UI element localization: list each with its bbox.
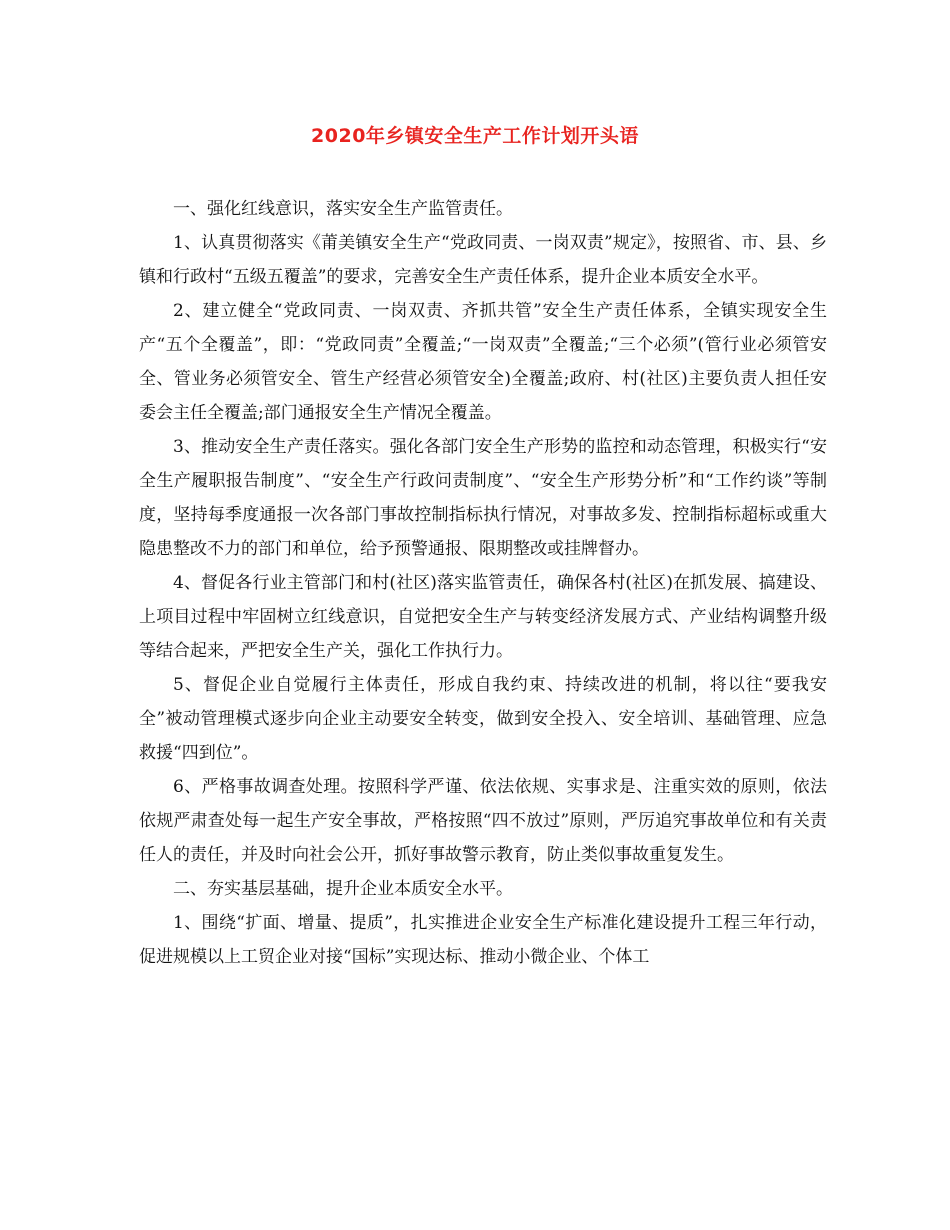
paragraph-item: 5、督促企业自觉履行主体责任，形成自我约束、持续改进的机制，将以往“要我安全”被动管理模式逐步向企业主动要安全转变，做到安全投入、安全培训、基础管理、应急救援“四到位”。 xyxy=(139,675,827,763)
paragraph-item: 1、围绕“扩面、增量、提质”，扎实推进企业安全生产标准化建设提升工程三年行动，促进规模以上工贸企业对接“国标”实现达标、推动小微企业、个体工 xyxy=(139,913,827,967)
paragraph-section-2-heading: 二、夯实基层基础，提升企业本质安全水平。 xyxy=(173,879,513,899)
document-body xyxy=(139,192,827,974)
paragraph-item: 6、严格事故调查处理。按照科学严谨、依法依规、实事求是、注重实效的原则，依法依规严肃查处每一起生产安全事故，严格按照“四不放过”原则，严厉追究事故单位和有关责任人的责任，并及时向社会公开，抓好事故警示教育，防止类似事故重复发生。 xyxy=(139,777,827,865)
document-title: 2020年乡镇安全生产工作计划开头语 xyxy=(311,125,639,147)
paragraph-item: 1、认真贯彻落实《莆美镇安全生产“党政同责、一岗双责”规定》，按照省、市、县、乡镇和行政村“五级五覆盖”的要求，完善安全生产责任体系，提升企业本质安全水平。 xyxy=(139,233,827,287)
paragraph-section-1-heading: 一、强化红线意识，落实安全生产监管责任。 xyxy=(173,199,513,219)
paragraph-item: 3、推动安全生产责任落实。强化各部门安全生产形势的监控和动态管理，积极实行“安全生产履职报告制度”、“安全生产行政问责制度”、“安全生产形势分析”和“工作约谈”等制度，坚持每季度通报一次各部门事故控制指标执行情况，对事故多发、控制指标超标或重大隐患整改不力的部门和单位，给予预警通报、限期整改或挂牌督办。 xyxy=(139,437,827,559)
paragraph-item: 2、建立健全“党政同责、一岗双责、齐抓共管”安全生产责任体系，全镇实现安全生产“五个全覆盖”，即：“党政同责”全覆盖;“一岗双责”全覆盖;“三个必须”(管行业必须管安全、管业务必须管安全、管生产经营必须管安全)全覆盖;政府、村(社区)主要负责人担任安委会主任全覆盖;部门通报安全生产情况全覆盖。 xyxy=(139,301,827,423)
paragraph-item: 4、督促各行业主管部门和村(社区)落实监管责任，确保各村(社区)在抓发展、搞建设、上项目过程中牢固树立红线意识，自觉把安全生产与转变经济发展方式、产业结构调整升级等结合起来，严把安全生产关，强化工作执行力。 xyxy=(139,573,827,661)
